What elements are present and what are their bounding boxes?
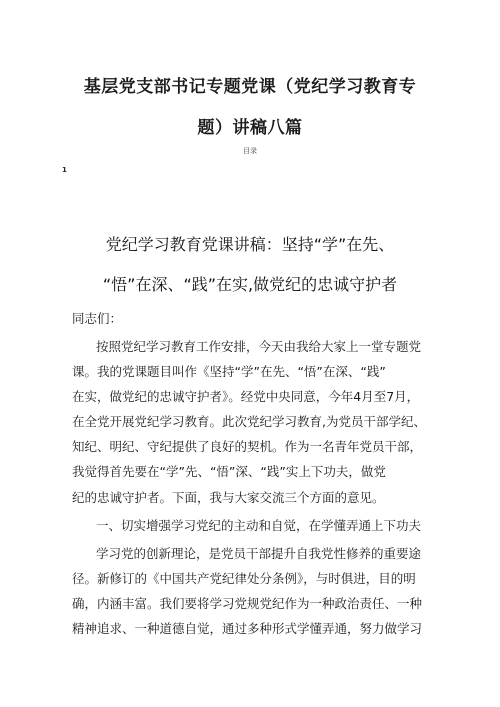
body-line: 确，内涵丰富。我们要将学习党规党纪作为一种政治责任、一种: [72, 596, 423, 611]
document-title-line-1: 基层党支部书记专题党课（党纪学习教育专: [83, 77, 417, 97]
body-line: 课。我的党课题目叫作《坚持“学”在先、“悟”在深、“践”: [72, 364, 386, 379]
section-title-line-1: 党纪学习教育党课讲稿：坚持“学”在先、: [105, 235, 395, 254]
body-line: 学习党的创新理论，是党员干部提升自我党性修养的重要途: [96, 546, 422, 561]
toc-number: 1: [62, 166, 67, 174]
body-line: 径。新修订的《中国共产党纪律处分条例》，与时俱进，目的明: [72, 571, 416, 586]
body-line: 知纪、明纪、守纪提供了良好的契机。作为一名青年党员干部，: [72, 439, 423, 454]
body-line: 在全党开展党纪学习教育。此次党纪学习教育,为党员干部学纪、: [72, 414, 426, 429]
body-line: 我觉得首先要在“学”先、“悟”深、“践”实上下功夫，做党: [72, 464, 386, 479]
body-line: 纪的忠诚守护者。下面，我与大家交流三个方面的意见。: [72, 490, 385, 505]
body-line: 在实，做党纪的忠诚守护者》。经党中央同意，今年4月至7月，: [72, 389, 420, 404]
toc-label: 目录: [243, 147, 257, 155]
body-line: 按照党纪学习教育工作安排，今天由我给大家上一堂专题党: [96, 339, 422, 354]
section-title-line-2: “悟”在深、“践”在实,做党纪的忠诚守护者: [102, 275, 398, 294]
section-heading: 一、切实增强学习党纪的主动和自觉，在学懂弄通上下功夫: [96, 518, 422, 533]
greeting-line: 同志们：: [72, 311, 123, 326]
body-line: 精神追求、一种道德自觉，通过多种形式学懂弄通，努力做学习: [72, 621, 423, 636]
document-title-line-2: 题）讲稿八篇: [197, 118, 303, 138]
